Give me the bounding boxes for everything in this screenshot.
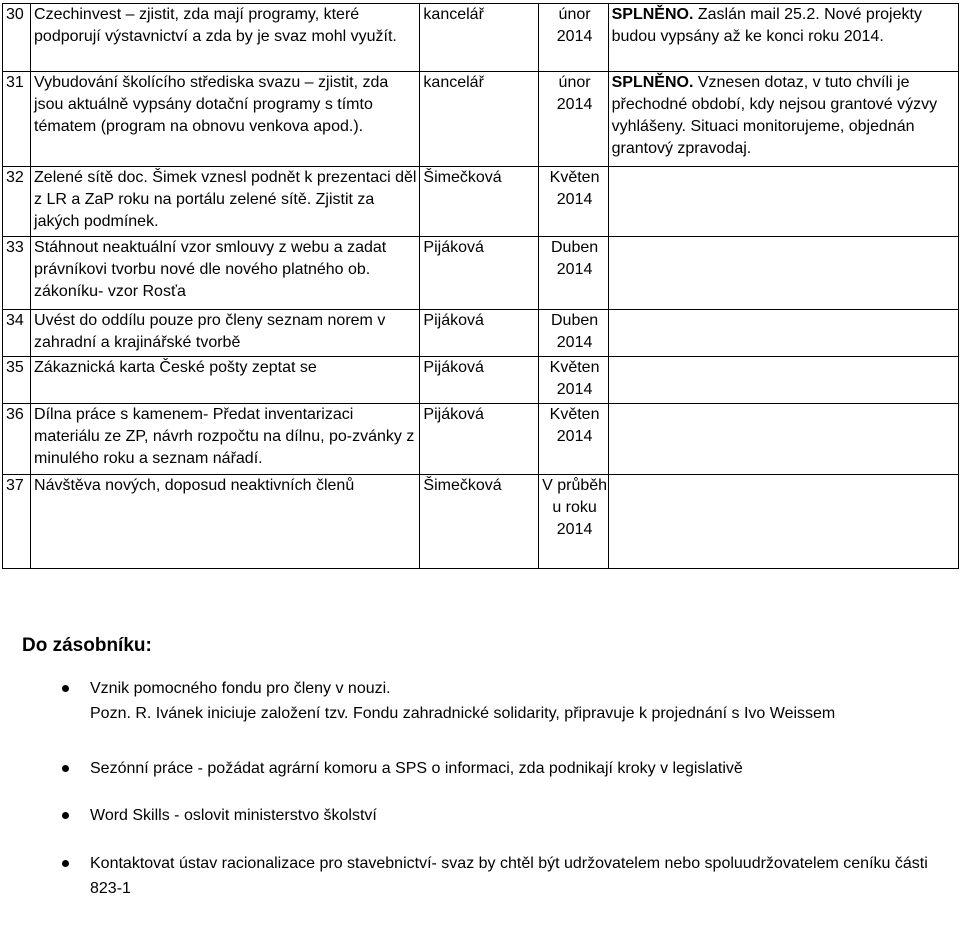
task-owner: kancelář <box>420 4 538 72</box>
task-deadline: únor 2014 <box>538 4 608 72</box>
row-number: 35 <box>3 357 31 404</box>
task-status <box>608 72 958 167</box>
table-row <box>3 237 959 310</box>
task-deadline: únor 2014 <box>538 72 608 167</box>
task-description: Uvést do oddílu pouze pro členy seznam norem v zahradní a krajinářské tvorbě <box>31 310 420 357</box>
task-owner: Pijáková <box>420 357 538 404</box>
bullet-icon <box>62 685 69 692</box>
row-number: 31 <box>3 72 31 167</box>
task-owner: Pijáková <box>420 310 538 357</box>
table-row <box>3 72 959 167</box>
list-item <box>62 851 942 901</box>
status-done-label: SPLNĚNO. <box>611 6 694 23</box>
list-item-text: Kontaktovat ústav racionalizace pro stavebnictví- svaz by chtěl být udržovatelem nebo spoluudržovatelem ceníku části 823-1 <box>90 855 928 897</box>
table-row <box>3 357 959 404</box>
status-note: Zaslán mail 25.2. Nové projekty budou vypsány až ke konci roku 2014. <box>611 6 922 45</box>
row-number: 36 <box>3 404 31 475</box>
row-number: 34 <box>3 310 31 357</box>
task-owner: Šimečková <box>420 475 538 569</box>
task-owner: Pijáková <box>420 404 538 475</box>
table-row <box>3 167 959 237</box>
list-item-text: Vznik pomocného fondu pro členy v nouzi. <box>90 680 391 697</box>
bullet-icon <box>62 765 69 772</box>
status-done-label: SPLNĚNO. <box>611 74 694 91</box>
task-owner: Šimečková <box>420 167 538 237</box>
backlog-heading: Do zásobníku: <box>22 635 152 656</box>
row-number: 37 <box>3 475 31 569</box>
bullet-icon <box>62 812 69 819</box>
task-status <box>608 357 958 404</box>
list-item <box>62 676 942 701</box>
task-status <box>608 167 958 237</box>
status-note: Vznesen dotaz, v tuto chvíli je přechodné období, kdy nejsou grantové výzvy vyhlášeny. Situaci monitorujeme, objednán grantový zpravodaj. <box>611 74 938 157</box>
list-item-text: Word Skills - oslovit ministerstvo školství <box>90 807 377 824</box>
task-deadline: V průběh u roku 2014 <box>538 475 608 569</box>
task-deadline: Květen 2014 <box>538 404 608 475</box>
bullet-icon <box>62 860 69 867</box>
task-deadline: Duben 2014 <box>538 237 608 310</box>
task-description: Zákaznická karta České pošty zeptat se <box>31 357 420 404</box>
task-status <box>608 237 958 310</box>
task-status <box>608 404 958 475</box>
table-row <box>3 310 959 357</box>
backlog-list <box>62 676 942 901</box>
row-number: 32 <box>3 167 31 237</box>
task-table <box>2 3 959 569</box>
list-item-text: Pozn. R. Ivánek iniciuje založení tzv. Fondu zahradnické solidarity, připravuje k projednání s Ivo Weissem <box>90 705 836 722</box>
task-deadline: Duben 2014 <box>538 310 608 357</box>
list-item <box>62 756 942 781</box>
row-number: 30 <box>3 4 31 72</box>
task-status <box>608 4 958 72</box>
task-owner: Pijáková <box>420 237 538 310</box>
task-status <box>608 475 958 569</box>
row-number: 33 <box>3 237 31 310</box>
table-row <box>3 4 959 72</box>
task-description: Návštěva nových, doposud neaktivních členů <box>31 475 420 569</box>
task-status <box>608 310 958 357</box>
task-description: Zelené sítě doc. Šimek vznesl podnět k prezentaci děl z LR a ZaP roku na portálu zelené sítě. Zjistit za jakých podmínek. <box>31 167 420 237</box>
list-item <box>62 803 942 828</box>
task-description: Dílna práce s kamenem- Předat inventarizaci materiálu ze ZP, návrh rozpočtu na dílnu, po-zvánky z minulého roku a seznam nářadí. <box>31 404 420 475</box>
list-item-note <box>62 701 942 726</box>
task-description: Vybudování školícího střediska svazu – zjistit, zda jsou aktuálně vypsány dotační programy s tímto tématem (program na obnovu venkova apod.). <box>31 72 420 167</box>
table-row <box>3 404 959 475</box>
task-deadline: Květen 2014 <box>538 357 608 404</box>
task-description: Stáhnout neaktuální vzor smlouvy z webu a zadat právníkovi tvorbu nové dle nového platného ob. zákoníku- vzor Rosťa <box>31 237 420 310</box>
task-description: Czechinvest – zjistit, zda mají programy, které podporují výstavnictví a zda by je svaz mohl využít. <box>31 4 420 72</box>
list-item-text: Sezónní práce - požádat agrární komoru a SPS o informaci, zda podnikají kroky v legislativě <box>90 760 743 777</box>
table-row <box>3 475 959 569</box>
task-deadline: Květen 2014 <box>538 167 608 237</box>
task-owner: kancelář <box>420 72 538 167</box>
